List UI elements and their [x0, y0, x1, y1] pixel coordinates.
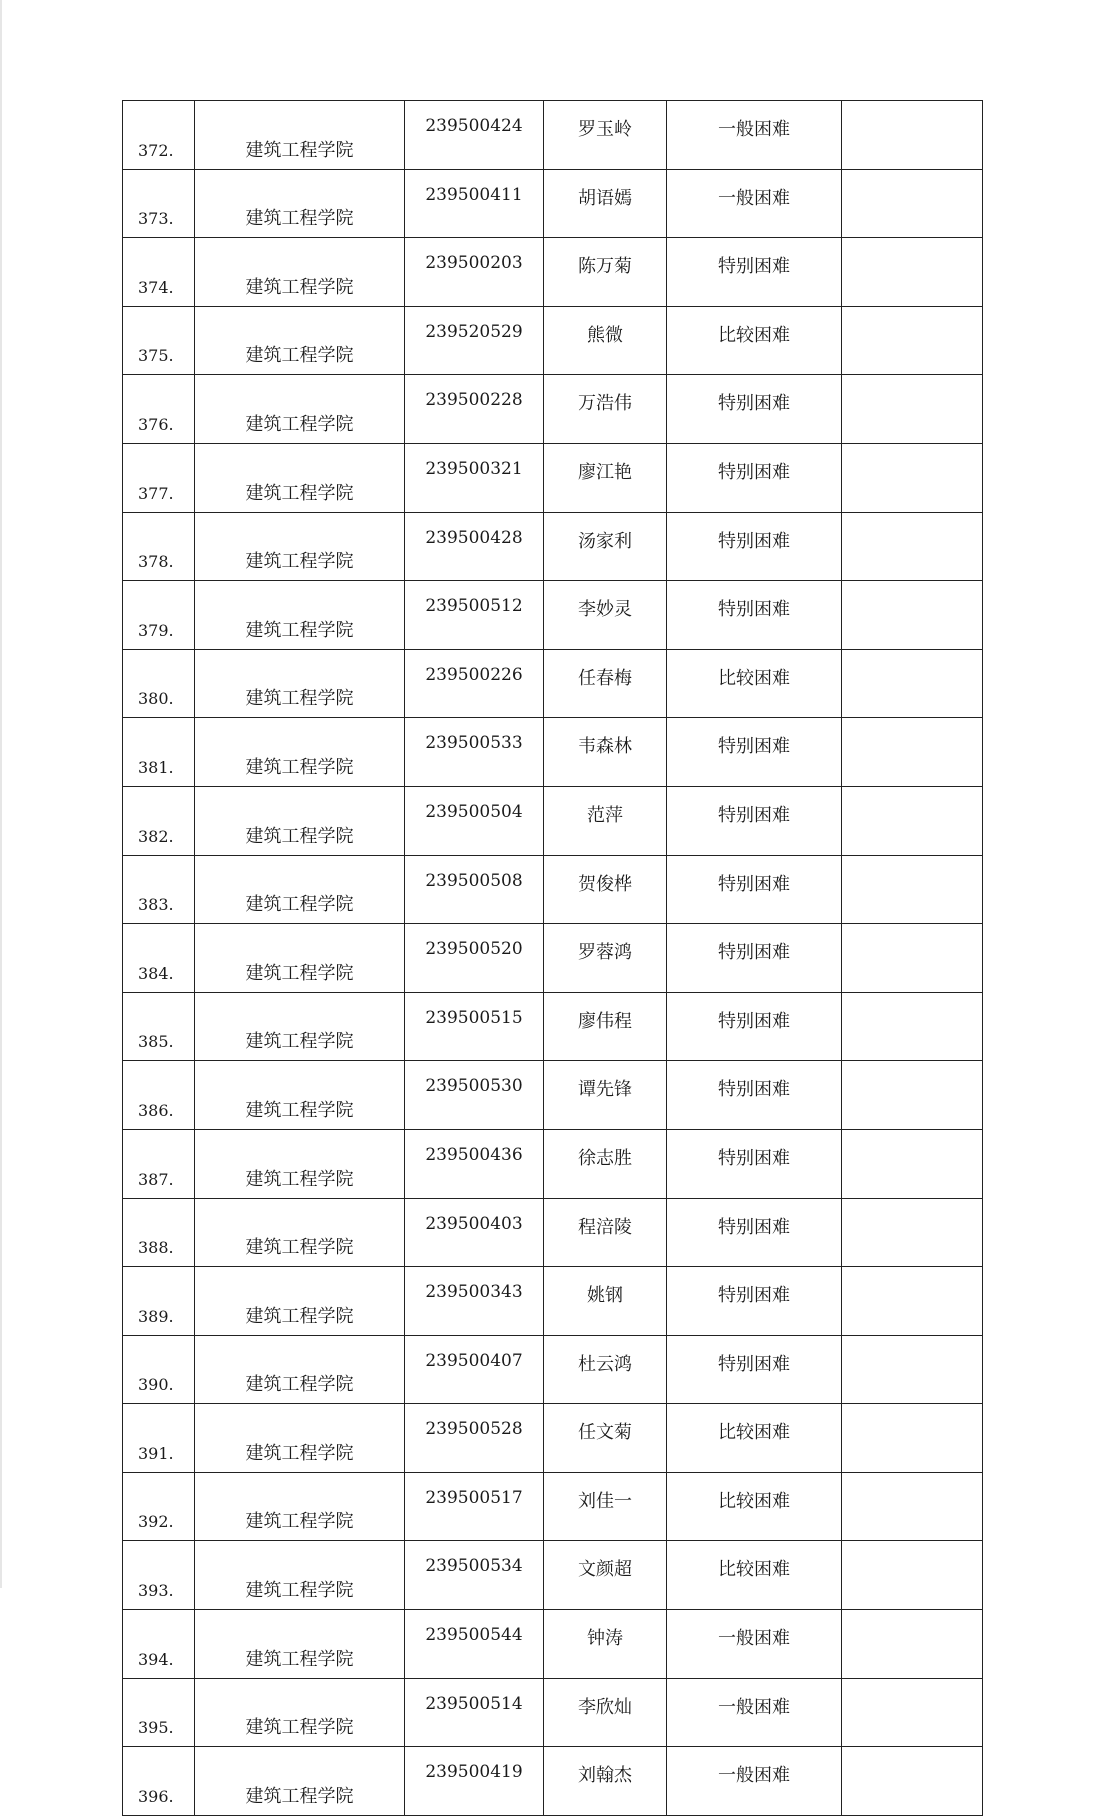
student-id-cell: 239500321	[405, 443, 544, 512]
row-number: 378.	[123, 512, 195, 581]
student-id-cell: 239500544	[405, 1610, 544, 1679]
note-cell	[842, 855, 983, 924]
table-row	[123, 238, 983, 307]
student-id-cell: 239500530	[405, 1061, 544, 1130]
row-number: 376.	[123, 375, 195, 444]
college-cell: 建筑工程学院	[195, 1610, 405, 1679]
row-number: 373.	[123, 169, 195, 238]
student-id-cell: 239500343	[405, 1267, 544, 1336]
note-cell	[842, 992, 983, 1061]
table-row	[123, 1678, 983, 1747]
difficulty-level-cell: 特别困难	[667, 1267, 842, 1336]
table-row	[123, 1198, 983, 1267]
roster-body	[123, 101, 983, 1816]
student-name-cell: 徐志胜	[544, 1129, 667, 1198]
table-row	[123, 512, 983, 581]
student-name-cell: 韦森林	[544, 718, 667, 787]
difficulty-level-cell: 特别困难	[667, 786, 842, 855]
table-row	[123, 1129, 983, 1198]
row-number: 375.	[123, 306, 195, 375]
college-cell: 建筑工程学院	[195, 649, 405, 718]
row-number: 391.	[123, 1404, 195, 1473]
college-cell: 建筑工程学院	[195, 169, 405, 238]
note-cell	[842, 375, 983, 444]
row-number: 372.	[123, 101, 195, 170]
note-cell	[842, 169, 983, 238]
student-name-cell: 廖江艳	[544, 443, 667, 512]
student-id-cell: 239500203	[405, 238, 544, 307]
difficulty-level-cell: 特别困难	[667, 718, 842, 787]
student-id-cell: 239520529	[405, 306, 544, 375]
table-row	[123, 1267, 983, 1336]
difficulty-level-cell: 比较困难	[667, 649, 842, 718]
table-row	[123, 1747, 983, 1816]
page-edge	[0, 0, 2, 1588]
student-id-cell: 239500534	[405, 1541, 544, 1610]
row-number: 386.	[123, 1061, 195, 1130]
table-row	[123, 1610, 983, 1679]
college-cell: 建筑工程学院	[195, 924, 405, 993]
row-number: 380.	[123, 649, 195, 718]
student-name-cell: 汤家利	[544, 512, 667, 581]
college-cell: 建筑工程学院	[195, 1472, 405, 1541]
note-cell	[842, 1678, 983, 1747]
difficulty-level-cell: 特别困难	[667, 443, 842, 512]
student-name-cell: 姚钢	[544, 1267, 667, 1336]
table-row	[123, 581, 983, 650]
college-cell: 建筑工程学院	[195, 238, 405, 307]
row-number: 387.	[123, 1129, 195, 1198]
college-cell: 建筑工程学院	[195, 855, 405, 924]
difficulty-level-cell: 特别困难	[667, 581, 842, 650]
college-cell: 建筑工程学院	[195, 1678, 405, 1747]
table-row	[123, 306, 983, 375]
table-row	[123, 169, 983, 238]
college-cell: 建筑工程学院	[195, 1335, 405, 1404]
row-number: 385.	[123, 992, 195, 1061]
student-name-cell: 范萍	[544, 786, 667, 855]
row-number: 377.	[123, 443, 195, 512]
table-row	[123, 992, 983, 1061]
row-number: 383.	[123, 855, 195, 924]
table-row	[123, 1404, 983, 1473]
student-id-cell: 239500520	[405, 924, 544, 993]
student-name-cell: 熊微	[544, 306, 667, 375]
row-number: 394.	[123, 1610, 195, 1679]
student-name-cell: 罗蓉鸿	[544, 924, 667, 993]
note-cell	[842, 786, 983, 855]
student-name-cell: 陈万菊	[544, 238, 667, 307]
student-id-cell: 239500228	[405, 375, 544, 444]
note-cell	[842, 649, 983, 718]
difficulty-level-cell: 比较困难	[667, 306, 842, 375]
table-row	[123, 1472, 983, 1541]
note-cell	[842, 1404, 983, 1473]
row-number: 395.	[123, 1678, 195, 1747]
difficulty-level-cell: 一般困难	[667, 1678, 842, 1747]
note-cell	[842, 101, 983, 170]
difficulty-level-cell: 特别困难	[667, 992, 842, 1061]
difficulty-level-cell: 比较困难	[667, 1472, 842, 1541]
college-cell: 建筑工程学院	[195, 581, 405, 650]
difficulty-level-cell: 比较困难	[667, 1404, 842, 1473]
difficulty-level-cell: 特别困难	[667, 1335, 842, 1404]
student-id-cell: 239500419	[405, 1747, 544, 1816]
table-row	[123, 375, 983, 444]
student-name-cell: 刘翰杰	[544, 1747, 667, 1816]
college-cell: 建筑工程学院	[195, 1404, 405, 1473]
college-cell: 建筑工程学院	[195, 1541, 405, 1610]
college-cell: 建筑工程学院	[195, 306, 405, 375]
student-name-cell: 万浩伟	[544, 375, 667, 444]
student-name-cell: 廖伟程	[544, 992, 667, 1061]
difficulty-level-cell: 一般困难	[667, 1610, 842, 1679]
difficulty-level-cell: 特别困难	[667, 238, 842, 307]
student-id-cell: 239500528	[405, 1404, 544, 1473]
college-cell: 建筑工程学院	[195, 101, 405, 170]
row-number: 384.	[123, 924, 195, 993]
college-cell: 建筑工程学院	[195, 375, 405, 444]
note-cell	[842, 306, 983, 375]
table-row	[123, 443, 983, 512]
difficulty-level-cell: 特别困难	[667, 375, 842, 444]
table-row	[123, 101, 983, 170]
student-name-cell: 程涪陵	[544, 1198, 667, 1267]
note-cell	[842, 238, 983, 307]
note-cell	[842, 581, 983, 650]
note-cell	[842, 1610, 983, 1679]
table-row	[123, 786, 983, 855]
college-cell: 建筑工程学院	[195, 512, 405, 581]
difficulty-level-cell: 特别困难	[667, 512, 842, 581]
student-id-cell: 239500504	[405, 786, 544, 855]
table-row	[123, 718, 983, 787]
note-cell	[842, 1198, 983, 1267]
student-name-cell: 文颜超	[544, 1541, 667, 1610]
student-id-cell: 239500514	[405, 1678, 544, 1747]
college-cell: 建筑工程学院	[195, 1129, 405, 1198]
table-row	[123, 649, 983, 718]
student-name-cell: 李妙灵	[544, 581, 667, 650]
student-id-cell: 239500517	[405, 1472, 544, 1541]
student-name-cell: 罗玉岭	[544, 101, 667, 170]
difficulty-level-cell: 特别困难	[667, 924, 842, 993]
difficulty-level-cell: 特别困难	[667, 855, 842, 924]
difficulty-level-cell: 一般困难	[667, 101, 842, 170]
row-number: 374.	[123, 238, 195, 307]
row-number: 390.	[123, 1335, 195, 1404]
student-name-cell: 刘佳一	[544, 1472, 667, 1541]
student-id-cell: 239500533	[405, 718, 544, 787]
note-cell	[842, 443, 983, 512]
student-id-cell: 239500436	[405, 1129, 544, 1198]
student-id-cell: 239500428	[405, 512, 544, 581]
note-cell	[842, 718, 983, 787]
student-name-cell: 任春梅	[544, 649, 667, 718]
difficulty-level-cell: 特别困难	[667, 1129, 842, 1198]
row-number: 393.	[123, 1541, 195, 1610]
table-row	[123, 855, 983, 924]
college-cell: 建筑工程学院	[195, 1747, 405, 1816]
student-id-cell: 239500424	[405, 101, 544, 170]
student-id-cell: 239500403	[405, 1198, 544, 1267]
row-number: 388.	[123, 1198, 195, 1267]
row-number: 389.	[123, 1267, 195, 1336]
college-cell: 建筑工程学院	[195, 443, 405, 512]
student-id-cell: 239500515	[405, 992, 544, 1061]
student-name-cell: 贺俊桦	[544, 855, 667, 924]
difficulty-level-cell: 比较困难	[667, 1541, 842, 1610]
note-cell	[842, 1129, 983, 1198]
student-roster-table	[122, 100, 983, 1816]
student-id-cell: 239500407	[405, 1335, 544, 1404]
difficulty-level-cell: 特别困难	[667, 1061, 842, 1130]
student-name-cell: 胡语嫣	[544, 169, 667, 238]
table-row	[123, 1541, 983, 1610]
note-cell	[842, 1747, 983, 1816]
note-cell	[842, 924, 983, 993]
difficulty-level-cell: 特别困难	[667, 1198, 842, 1267]
student-name-cell: 谭先锋	[544, 1061, 667, 1130]
row-number: 392.	[123, 1472, 195, 1541]
student-name-cell: 李欣灿	[544, 1678, 667, 1747]
note-cell	[842, 1267, 983, 1336]
row-number: 379.	[123, 581, 195, 650]
difficulty-level-cell: 一般困难	[667, 169, 842, 238]
student-id-cell: 239500226	[405, 649, 544, 718]
student-id-cell: 239500512	[405, 581, 544, 650]
difficulty-level-cell: 一般困难	[667, 1747, 842, 1816]
college-cell: 建筑工程学院	[195, 992, 405, 1061]
note-cell	[842, 1061, 983, 1130]
college-cell: 建筑工程学院	[195, 718, 405, 787]
college-cell: 建筑工程学院	[195, 786, 405, 855]
note-cell	[842, 1541, 983, 1610]
row-number: 382.	[123, 786, 195, 855]
table-row	[123, 1335, 983, 1404]
college-cell: 建筑工程学院	[195, 1198, 405, 1267]
note-cell	[842, 1335, 983, 1404]
student-id-cell: 239500411	[405, 169, 544, 238]
table-row	[123, 924, 983, 993]
student-id-cell: 239500508	[405, 855, 544, 924]
student-name-cell: 杜云鸿	[544, 1335, 667, 1404]
note-cell	[842, 1472, 983, 1541]
student-name-cell: 钟涛	[544, 1610, 667, 1679]
row-number: 381.	[123, 718, 195, 787]
student-name-cell: 任文菊	[544, 1404, 667, 1473]
note-cell	[842, 512, 983, 581]
row-number: 396.	[123, 1747, 195, 1816]
table-row	[123, 1061, 983, 1130]
college-cell: 建筑工程学院	[195, 1061, 405, 1130]
college-cell: 建筑工程学院	[195, 1267, 405, 1336]
